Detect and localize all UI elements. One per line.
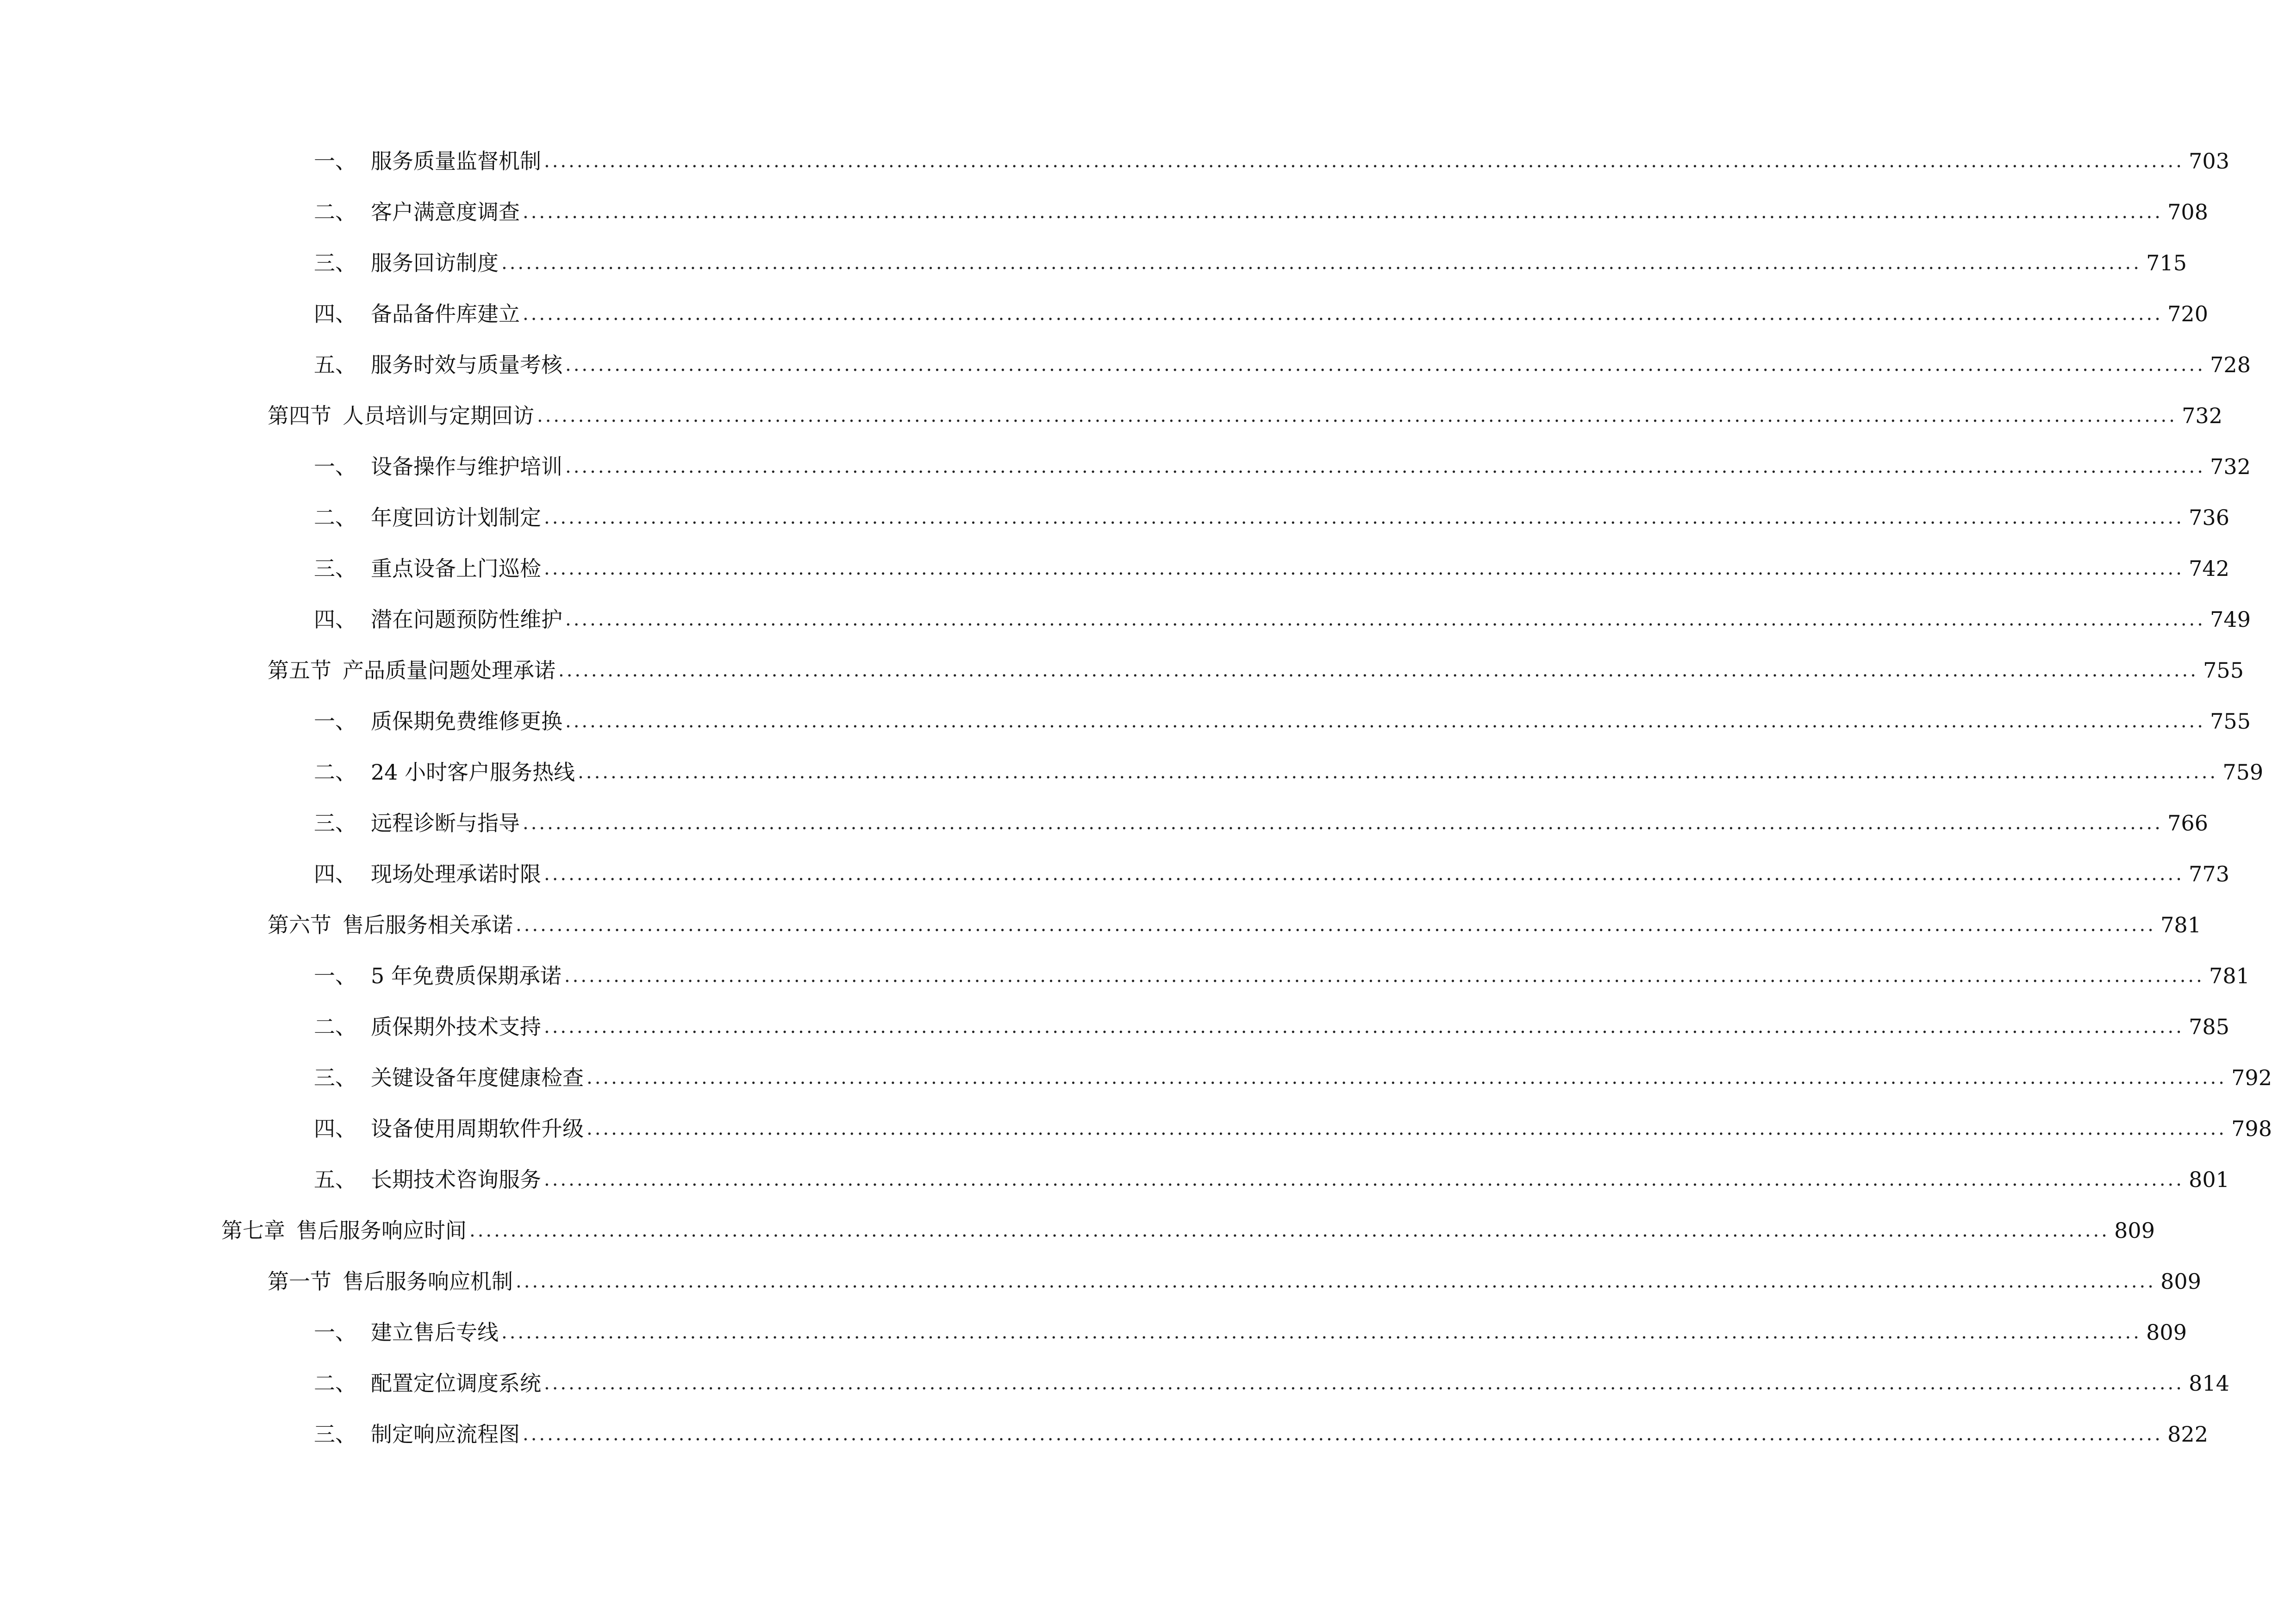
toc-entry-page: 749 bbox=[2210, 607, 2251, 632]
toc-entry-number: 五、 bbox=[314, 352, 356, 377]
toc-entry-number: 三、 bbox=[314, 811, 356, 836]
toc-entry-number: 二、 bbox=[314, 1014, 356, 1039]
toc-entry[interactable] bbox=[314, 1110, 2272, 1147]
toc-entry-title: 质保期免费维修更换 bbox=[371, 709, 562, 734]
toc-entry[interactable] bbox=[268, 906, 2201, 943]
toc-entry-title: 售后服务响应机制 bbox=[343, 1269, 513, 1294]
toc-entry[interactable] bbox=[314, 1008, 2229, 1045]
toc-entry[interactable] bbox=[221, 1212, 2155, 1249]
toc-entry-title: 服务质量监督机制 bbox=[371, 149, 541, 174]
toc-entry[interactable] bbox=[314, 194, 2208, 231]
toc-entry[interactable] bbox=[314, 550, 2229, 587]
toc-entry-title: 年度回访计划制定 bbox=[371, 505, 541, 530]
toc-entry-page: 773 bbox=[2189, 862, 2229, 887]
toc-entry-page: 814 bbox=[2189, 1371, 2229, 1396]
toc-entry-title: 建立售后专线 bbox=[371, 1320, 499, 1345]
toc-entry[interactable] bbox=[314, 295, 2208, 332]
dot-leader: ........................................................................................................................................................................................................ bbox=[523, 303, 2163, 325]
dot-leader: ........................................................................................................................................................................................................ bbox=[544, 1169, 2184, 1190]
dot-leader: ........................................................................................................................................................................................................ bbox=[523, 201, 2163, 223]
toc-entry-number: 二、 bbox=[314, 200, 356, 225]
toc-entry-page: 801 bbox=[2189, 1167, 2229, 1192]
toc-entry-page: 809 bbox=[2146, 1320, 2187, 1345]
dot-leader: ........................................................................................................................................................................................................ bbox=[544, 150, 2184, 172]
toc-entry-number: 一、 bbox=[314, 454, 356, 479]
toc-entry-page: 755 bbox=[2203, 658, 2244, 683]
toc-entry[interactable] bbox=[314, 1059, 2272, 1096]
toc-entry-number: 第七章 bbox=[221, 1218, 285, 1243]
toc-entry-page: 809 bbox=[2160, 1269, 2201, 1294]
dot-leader: ........................................................................................................................................................................................................ bbox=[565, 609, 2205, 630]
toc-entry-title: 潜在问题预防性维护 bbox=[371, 607, 562, 632]
dot-leader: ........................................................................................................................................................................................................ bbox=[578, 762, 2218, 783]
toc-entry-number: 三、 bbox=[314, 1065, 356, 1090]
toc-entry-title: 产品质量问题处理承诺 bbox=[343, 658, 556, 683]
dot-leader: ........................................................................................................................................................................................................ bbox=[544, 863, 2184, 885]
toc-entry-title: 制定响应流程图 bbox=[371, 1422, 520, 1447]
toc-entry-number: 第一节 bbox=[268, 1269, 331, 1294]
toc-entry-page: 766 bbox=[2167, 811, 2208, 836]
dot-leader: ........................................................................................................................................................................................................ bbox=[544, 558, 2184, 579]
toc-entry-title: 服务回访制度 bbox=[371, 250, 499, 275]
toc-entry-page: 809 bbox=[2114, 1218, 2155, 1243]
toc-entry-title: 长期技术咨询服务 bbox=[371, 1167, 541, 1192]
toc-entry-page: 703 bbox=[2189, 149, 2229, 174]
dot-leader: ........................................................................................................................................................................................................ bbox=[564, 965, 2204, 987]
toc-entry-number: 第五节 bbox=[268, 658, 331, 683]
dot-leader: ........................................................................................................................................................................................................ bbox=[565, 456, 2205, 477]
toc-entry-number: 五、 bbox=[314, 1167, 356, 1192]
dot-leader: ........................................................................................................................................................................................................ bbox=[565, 354, 2205, 375]
toc-entry-number: 第六节 bbox=[268, 912, 331, 937]
toc-entry-page: 742 bbox=[2189, 556, 2229, 581]
toc-entry[interactable] bbox=[314, 601, 2251, 638]
toc-entry[interactable] bbox=[314, 143, 2229, 180]
toc-entry[interactable] bbox=[314, 244, 2187, 281]
toc-entry[interactable] bbox=[314, 703, 2251, 740]
toc-entry-title: 关键设备年度健康检查 bbox=[371, 1065, 584, 1090]
toc-entry-number: 一、 bbox=[314, 1320, 356, 1345]
toc-entry-page: 728 bbox=[2210, 352, 2251, 377]
toc-entry-title: 5 年免费质保期承诺 bbox=[371, 963, 562, 988]
dot-leader: ........................................................................................................................................................................................................ bbox=[516, 1271, 2156, 1292]
toc-entry-title: 客户满意度调查 bbox=[371, 200, 520, 225]
toc-entry-title: 配置定位调度系统 bbox=[371, 1371, 541, 1396]
dot-leader: ........................................................................................................................................................................................................ bbox=[469, 1220, 2110, 1241]
toc-entry-number: 四、 bbox=[314, 1116, 356, 1141]
dot-leader: ........................................................................................................................................................................................................ bbox=[587, 1118, 2227, 1139]
toc-entry[interactable] bbox=[314, 1314, 2187, 1351]
toc-entry[interactable] bbox=[268, 652, 2244, 689]
toc-entry-number: 二、 bbox=[314, 505, 356, 530]
toc-entry-page: 736 bbox=[2189, 505, 2229, 530]
toc-entry-title: 售后服务相关承诺 bbox=[343, 912, 513, 937]
toc-entry-page: 708 bbox=[2167, 200, 2208, 225]
dot-leader: ........................................................................................................................................................................................................ bbox=[565, 711, 2205, 732]
toc-entry-page: 755 bbox=[2210, 709, 2251, 734]
toc-entry[interactable] bbox=[314, 346, 2251, 383]
toc-entry-title: 重点设备上门巡检 bbox=[371, 556, 541, 581]
toc-entry[interactable] bbox=[314, 957, 2250, 994]
toc-entry-title: 远程诊断与指导 bbox=[371, 811, 520, 836]
dot-leader: ........................................................................................................................................................................................................ bbox=[537, 405, 2177, 426]
dot-leader: ........................................................................................................................................................................................................ bbox=[501, 1322, 2141, 1343]
toc-entry-page: 781 bbox=[2160, 912, 2201, 937]
toc-entry-title: 设备操作与维护培训 bbox=[371, 454, 562, 479]
dot-leader: ........................................................................................................................................................................................................ bbox=[544, 1016, 2184, 1037]
toc-entry-title: 设备使用周期软件升级 bbox=[371, 1116, 584, 1141]
toc-entry[interactable] bbox=[314, 448, 2251, 485]
toc-entry-page: 732 bbox=[2182, 403, 2222, 428]
toc-entry[interactable] bbox=[268, 397, 2222, 434]
toc-entry[interactable] bbox=[314, 856, 2229, 893]
toc-entry-number: 四、 bbox=[314, 862, 356, 887]
toc-entry-title: 现场处理承诺时限 bbox=[371, 862, 541, 887]
toc-entry-number: 二、 bbox=[314, 1371, 356, 1396]
toc-entry-page: 785 bbox=[2189, 1014, 2229, 1039]
dot-leader: ........................................................................................................................................................................................................ bbox=[558, 660, 2198, 681]
toc-entry-page: 781 bbox=[2209, 963, 2250, 988]
toc-entry-number: 四、 bbox=[314, 301, 356, 326]
toc-entry[interactable] bbox=[314, 805, 2208, 842]
toc-entry-title: 服务时效与质量考核 bbox=[371, 352, 562, 377]
toc-entry-number: 三、 bbox=[314, 250, 356, 275]
toc-entry-page: 715 bbox=[2146, 250, 2187, 275]
toc-entry-title: 备品备件库建立 bbox=[371, 301, 520, 326]
toc-entry-number: 四、 bbox=[314, 607, 356, 632]
toc-entry-title: 质保期外技术支持 bbox=[371, 1014, 541, 1039]
toc-entry-page: 759 bbox=[2222, 760, 2264, 785]
dot-leader: ........................................................................................................................................................................................................ bbox=[544, 507, 2184, 528]
toc-entry-title: 售后服务响应时间 bbox=[296, 1218, 467, 1243]
toc-entry-page: 798 bbox=[2231, 1116, 2272, 1141]
toc-entry-number: 一、 bbox=[314, 963, 356, 988]
toc-entry-title: 人员培训与定期回访 bbox=[343, 403, 534, 428]
toc-entry-number: 二、 bbox=[314, 760, 356, 785]
toc-entry-page: 822 bbox=[2167, 1422, 2208, 1447]
toc-entry-page: 792 bbox=[2231, 1065, 2272, 1090]
toc-entry-page: 732 bbox=[2210, 454, 2251, 479]
dot-leader: ........................................................................................................................................................................................................ bbox=[523, 1424, 2163, 1445]
toc-entry[interactable] bbox=[314, 1161, 2229, 1198]
toc-entry-number: 一、 bbox=[314, 149, 356, 174]
toc-entry-title: 24 小时客户服务热线 bbox=[371, 760, 575, 785]
toc-entry-number: 第四节 bbox=[268, 403, 331, 428]
toc-entry[interactable] bbox=[314, 499, 2229, 536]
dot-leader: ........................................................................................................................................................................................................ bbox=[501, 252, 2141, 274]
toc-entry[interactable] bbox=[314, 1365, 2229, 1402]
toc-entry-page: 720 bbox=[2167, 301, 2208, 326]
toc-entry-number: 一、 bbox=[314, 709, 356, 734]
toc-entry[interactable] bbox=[314, 1416, 2208, 1453]
dot-leader: ........................................................................................................................................................................................................ bbox=[523, 812, 2163, 834]
toc-entry-number: 三、 bbox=[314, 1422, 356, 1447]
toc-entry-number: 三、 bbox=[314, 556, 356, 581]
toc-entry[interactable] bbox=[268, 1263, 2201, 1300]
dot-leader: ........................................................................................................................................................................................................ bbox=[516, 914, 2156, 936]
dot-leader: ........................................................................................................................................................................................................ bbox=[544, 1373, 2184, 1394]
toc-entry[interactable] bbox=[314, 754, 2264, 791]
dot-leader: ........................................................................................................................................................................................................ bbox=[587, 1067, 2227, 1088]
